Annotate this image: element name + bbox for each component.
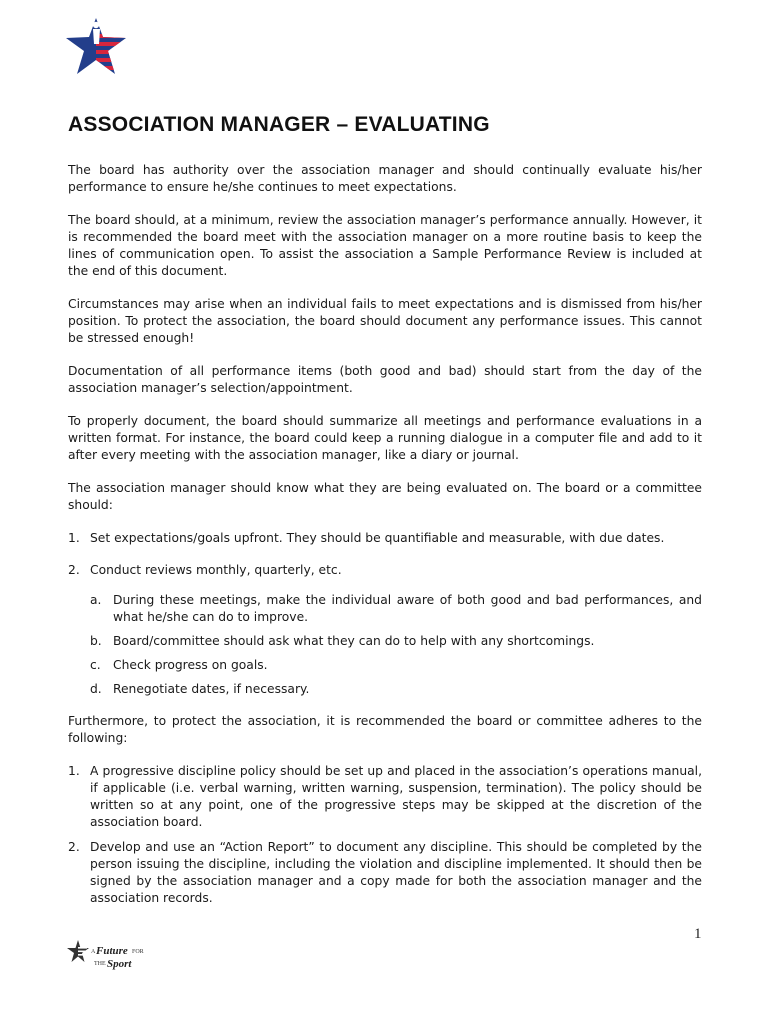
- document-body: [68, 162, 702, 915]
- paragraph: Circumstances may arise when an individual fails to meet expectations and is dismissed from his/her position. To protect the association, the board should document any performance issues. This cannot be stressed enough!: [68, 297, 702, 345]
- sublist-marker: c.: [90, 658, 101, 672]
- paragraph: To properly document, the board should summarize all meetings and performance evaluations in a written format. For instance, the board could keep a running dialogue in a computer file and add to it after every meeting with the association manager, like a diary or journal.: [68, 414, 702, 462]
- footer-logo-for: FOR: [132, 949, 144, 955]
- paragraph: Furthermore, to protect the association, it is recommended the board or committee adheres to the following:: [68, 714, 702, 745]
- list-item-text: A progressive discipline policy should be set up and placed in the association’s operations manual, if applicable (i.e. verbal warning, written warning, suspension, termination). The policy should be written so at any point, one of the progressive steps may be skipped at the discretion of the association board.: [90, 764, 702, 829]
- list-item: [68, 839, 702, 907]
- sublist-item-text: Renegotiate dates, if necessary.: [113, 682, 310, 696]
- list-marker: 1.: [68, 531, 80, 545]
- list-item: [68, 763, 702, 831]
- list-item-text: Develop and use an “Action Report” to document any discipline. This should be completed by the person issuing the discipline, including the violation and discipline implemented. It should then be signed by the association manager and a copy made for both the association manager and the association records.: [90, 840, 702, 905]
- sublist-item: [90, 592, 702, 626]
- sublist-marker: a.: [90, 593, 102, 607]
- page-number: 1: [694, 926, 702, 942]
- paragraph: The board has authority over the association manager and should continually evaluate his/her performance to ensure he/she continues to meet expectations.: [68, 163, 702, 194]
- a-future-for-the-sport-logo-icon: [66, 938, 162, 972]
- footer-logo-the: THE: [94, 961, 106, 967]
- sublist-item: [90, 657, 702, 674]
- paragraph: The association manager should know what they are being evaluated on. The board or a committee should:: [68, 481, 702, 512]
- footer-logo-sport: Sport: [107, 958, 132, 970]
- star-flag-logo-icon: [66, 18, 128, 78]
- footer-logo-a: A: [91, 949, 96, 955]
- sublist-item: [90, 681, 702, 698]
- review-sublist: [90, 592, 702, 698]
- sublist-item: [90, 633, 702, 650]
- paragraph: Documentation of all performance items (both good and bad) should start from the day of the association manager’s selection/appointment.: [68, 364, 702, 395]
- sublist-marker: d.: [90, 682, 102, 696]
- page-title: ASSOCIATION MANAGER – EVALUATING: [68, 113, 490, 136]
- discipline-list: [68, 763, 702, 907]
- sublist-item-text: Check progress on goals.: [113, 658, 268, 672]
- list-marker: 2.: [68, 840, 80, 854]
- sublist-item-text: During these meetings, make the individual aware of both good and bad performances, and what he/she can do to improve.: [113, 593, 702, 624]
- list-marker: 2.: [68, 563, 80, 577]
- sublist-marker: b.: [90, 634, 102, 648]
- list-item-text: Conduct reviews monthly, quarterly, etc.: [90, 563, 342, 577]
- footer-logo-future: Future: [96, 945, 128, 957]
- list-item: [68, 562, 702, 698]
- list-item: [68, 530, 702, 547]
- expectations-list: [68, 530, 702, 698]
- sublist-item-text: Board/committee should ask what they can do to help with any shortcomings.: [113, 634, 595, 648]
- list-marker: 1.: [68, 764, 80, 778]
- list-item-text: Set expectations/goals upfront. They should be quantifiable and measurable, with due dates.: [90, 531, 665, 545]
- paragraph: The board should, at a minimum, review the association manager’s performance annually. However, it is recommended the board meet with the association manager on a more routine basis to keep the lines of communication open. To assist the association a Sample Performance Review is included at the end of this document.: [68, 213, 702, 278]
